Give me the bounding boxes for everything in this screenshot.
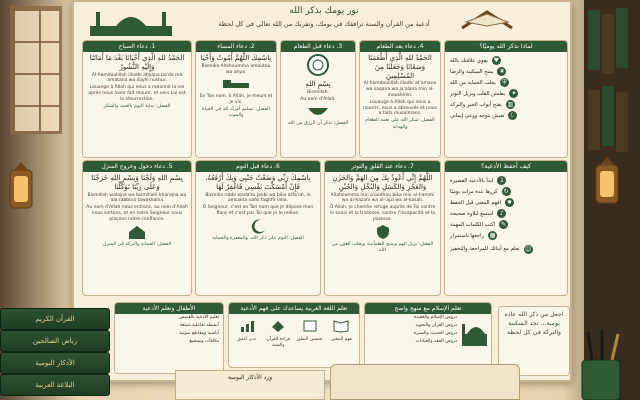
- dua-poster: [72, 0, 572, 382]
- dua-card-after-meal: 4. دعاء بعد الطعام الحَمْدُ للهِ الَّذِي أَطْعَمَنَا وَسَقَانَا وَجَعَلَنَا مِنَ المُسْلِمِينَ Al-hamdoulillah illadhi at'amana wa saqana wa ja'alana min al-mouslimin. Louange à Allah qui nous a nourris, nous a abreuvés et nous a faits musulmans. الفضل: شكر الله على نعمة الطعام والهداية: [359, 40, 441, 158]
- list-item: ✦ يطمئن القلب ويزيل التوتر: [450, 90, 517, 97]
- list-item: 1 ابدأ بالأدعية القصيرة: [445, 175, 567, 186]
- islam-course-card: تعلم الإسلام مع منهج واضح دروس الإسلام والعقيدة دروس القرآن والتجويد دروس الحديث والسيرة دروس الفقه والعبادات: [364, 302, 492, 368]
- window: [10, 6, 62, 134]
- dua-card-before-meal: 3. دعاء قبل الطعام بِسْمِ اللهِ Bismillah. Au nom d'Allah. الفضل: تذكر أن الرزق من الله: [280, 40, 356, 158]
- chart-icon: [239, 319, 255, 333]
- dua-card-home: 5. دعاء دخول وخروج المنزل بِسْمِ اللهِ وَلَجْنَا وَبِسْمِ اللهِ خَرَجْنَا وَعَلَى رَبِّنَا تَوَكَّلْنَا Bismillah walajna wa bismillahi kharajna wa 'ala rabbina tawakkalna. Au nom d'Allah nous entrons, au nom d'Allah nous sortons, et en notre Seigneur nous plaçons notre confiance. الفضل: الحماية والبركة في المنزل: [82, 160, 192, 296]
- open-quran: [330, 364, 520, 400]
- list-item: ✹ افهم المعنى قبل الحفظ: [450, 199, 513, 206]
- why-card: [444, 40, 568, 158]
- bowl-icon: [306, 104, 330, 118]
- lantern-left-icon: [4, 160, 38, 220]
- dua-card-evening: 2. دعاء المساء بِاسْمِكَ اللَّهُمَّ أَمُوتُ وَأَحْيَا Bismika Allahoumma amoutou wa ahya. En Ton nom, ô Allah, je meurs et je vis. الفضل: تسليم أمرك لله في الحياة والموت: [195, 40, 277, 158]
- plate-icon: [305, 53, 331, 77]
- letters-icon: [302, 319, 318, 333]
- open-book-icon: [333, 319, 349, 333]
- headphones-icon: ♪: [497, 209, 506, 218]
- list-item: ♥ يقوي علاقتك بالله: [450, 57, 500, 64]
- quran-stand-icon: [452, 4, 522, 34]
- list-item: ♪ استمع لتلاوة صحيحة: [445, 208, 567, 219]
- pen-holder-icon: [574, 330, 628, 400]
- mosque-icon: [461, 314, 491, 348]
- arabic-learning-card: تعلم اللغة العربية يساعدك على فهم الأدعية فهم المعنى تحسين النطق قراءة القرآن والسنة تدبر أعمق: [228, 302, 360, 368]
- list-item: ☺ تعلم مع أبنائك للمراجعة والتحفيز: [450, 245, 532, 253]
- dua-card-anxiety: 7. دعاء عند القلق والتوتر اللَّهُمَّ إِنِّي أَعُوذُ بِكَ مِنَ الهَمِّ وَالحَزَنِ وَالعَجْزِ وَالكَسَلِ وَالبُخْلِ وَالجُبْنِ Allahoumma inni a'oudhou bika min al-hammi wa al-hazani wa al-'ajzi wa al-kasali. Ô Allah, je cherche refuge auprès de Toi contre le souci et la tristesse, contre l'incapacité et la paresse. الفضل: يزيل الهم ويمنح الطمأنينة ويجلب العون من الله: [324, 160, 441, 296]
- list-item: ▥ يفتح أبواب الخير والبركة: [450, 101, 514, 108]
- list-item: ❦ يمنح السكينة والرضا: [450, 68, 505, 75]
- page-subtitle: أدعية من القرآن والسنة ترافقك في يومك، وتقربك من الله تعالى في كل لحظة: [218, 20, 430, 28]
- lantern-right-icon: [590, 155, 624, 215]
- reminder-callout: اجعل من ذكر الله عادة يومية... تجد السكينة والبركة في كل لحظة: [498, 306, 570, 376]
- number-1-icon: 1: [497, 176, 506, 185]
- list-item: ✎ اكتب الكلمات المهمة: [450, 221, 507, 228]
- page-title: نور يومك بذكر الله: [289, 6, 359, 16]
- how-card-title: كيف أحفظ الأدعية؟: [445, 161, 567, 172]
- book: البلاغة العربية: [0, 374, 110, 396]
- door-icon: ▥: [507, 101, 514, 108]
- sparkle-icon: ✦: [511, 90, 517, 97]
- book: القرآن الكريم: [0, 308, 110, 330]
- family-icon: ☺: [525, 245, 532, 253]
- house-icon: [127, 224, 147, 240]
- moon-icon: ☾: [510, 112, 516, 119]
- dua-card-morning: 1. دعاء الصباح الحَمْدُ للهِ الَّذِي أَحْيَانَا بَعْدَ مَا أَمَاتَنَا وَإِلَيْهِ النُّشُورُ Al-hamdoulillah illadhi ahyana ba'da ma amatana wa ilayhi nushur. Louange à Allah qui nous a redonné la vie après nous avoir fait mourir, et vers Lui est la résurrection. الفضل: بداية اليوم بالحمد والشكر: [82, 40, 192, 158]
- shield-icon: ⛨: [500, 78, 509, 87]
- repeat-icon: ↻: [503, 188, 509, 195]
- list-item: ↻ كررها عدة مرات يوميًا: [450, 188, 509, 195]
- list-item: ▦ راجعها باستمرار: [450, 232, 496, 239]
- book: الأذكار اليومية: [0, 352, 110, 374]
- how-to-memorize-card: [444, 160, 568, 296]
- calendar-icon: ▦: [489, 232, 496, 239]
- quran-icon: [270, 319, 286, 333]
- shield-icon: [375, 224, 391, 240]
- kids-card: الأطفال وتعلم الأدعية تعليم الأدعية بالقصص أنشطة تفاعلية ممتعة أناشيد ومقاطع صوتية مكافآت وتشجيع: [114, 302, 224, 374]
- moon-icon: [249, 218, 267, 234]
- list-item: ⛨ يجلب الحماية من الله: [445, 77, 567, 88]
- book-stack: [0, 290, 112, 400]
- book: رياض الصالحين: [0, 330, 110, 352]
- dua-card-sleep: 6. دعاء قبل النوم بِاسْمِكَ رَبِّي وَضَعْتُ جَنْبِي وَبِكَ أَرْفَعُهُ، فَإِنْ أَمْسَكْتَ نَفْسِي فَاغْفِرْ لَهَا Bismika rabbi wada'tu janbi wa bika arfa'uh, in amsakta nafsi faghfir laha. Ô Seigneur, c'est en Ton nom que je dépose mon flanc et c'est par Toi que je le relève. الفضل: النوم على ذكر الله، والمغفرة والحماية: [195, 160, 321, 296]
- list-item: ☾ تعيش بتوجه ووعي إيماني: [450, 112, 516, 119]
- leaf-icon: ❦: [499, 68, 505, 75]
- heart-icon: ♥: [493, 57, 500, 64]
- why-card-title: لماذا نذكر الله يوميًا؟: [445, 41, 567, 52]
- bed-icon: [221, 77, 251, 91]
- mosque-icon: [86, 6, 176, 38]
- notes-paper: ورد الأذكار اليومية: [175, 370, 325, 400]
- pencil-icon: ✎: [501, 221, 507, 228]
- lightbulb-icon: ✹: [507, 199, 513, 206]
